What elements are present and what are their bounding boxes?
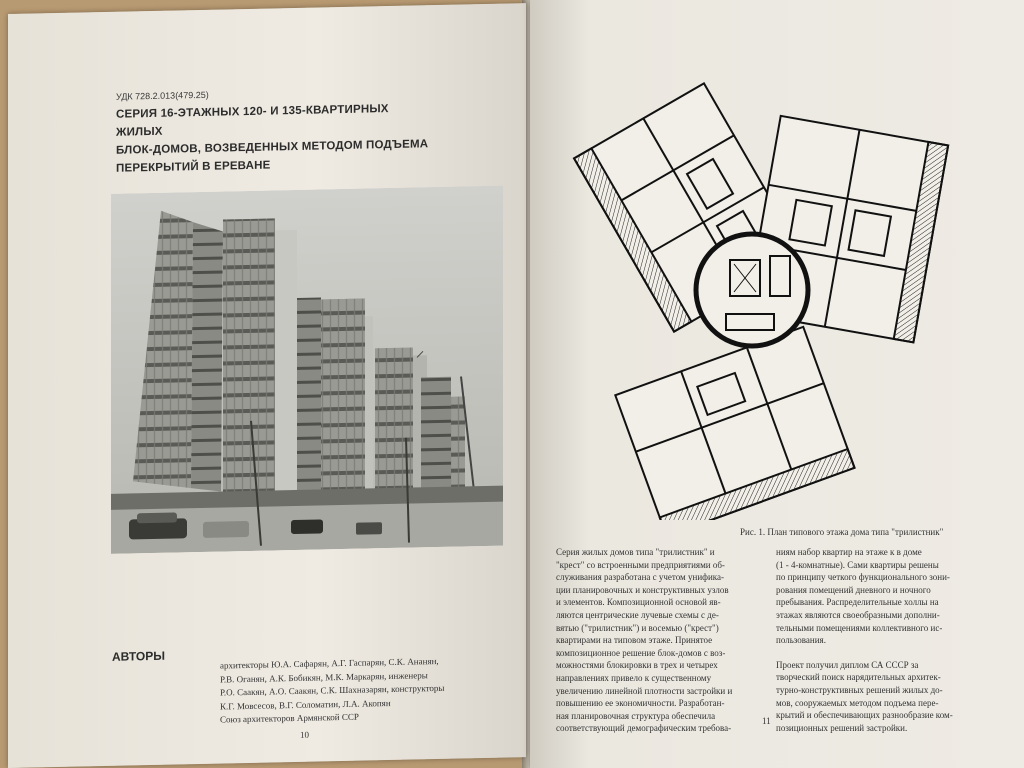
text-column-1 <box>556 546 756 735</box>
authors-list <box>220 653 520 727</box>
text-line: по принципу четкого функционального зони- <box>776 572 950 583</box>
text-line: пребывания. Распределительные холлы на <box>776 597 939 608</box>
text-line: можностями блокировки в трех и четырех <box>556 660 718 671</box>
text-line: Серия жилых домов типа "трилистник" и <box>556 547 715 557</box>
title-line: БЛОК-ДОМОВ, ВОЗВЕДЕННЫХ МЕТОДОМ ПОДЪЕМА <box>116 138 429 157</box>
text-line: композиционное решение блок-домов с воз- <box>556 647 726 658</box>
text-line: повышению ее экономичности. Разработан- <box>556 698 725 709</box>
udk-code: УДК 728.2.013(479.25) <box>116 89 209 102</box>
text-line: рования помещений дневного и ночного <box>776 584 931 595</box>
text-line: "крест" со встроенными предприятиями об- <box>556 559 725 570</box>
text-line: ляются центрические лучевые схемы с де- <box>556 609 719 620</box>
text-line: турно-конструктивных решений жилых до- <box>776 684 943 695</box>
authors-heading: АВТОРЫ <box>112 648 165 664</box>
text-line: служивания разработана с учетом унифика- <box>556 572 725 583</box>
authors-line: Союз архитекторов Армянской ССР <box>220 711 359 725</box>
title-line: СЕРИЯ 16-ЭТАЖНЫХ 120- И 135-КВАРТИРНЫХ ЖИЛЫХ <box>116 103 389 139</box>
authors-line: Р.О. Саакян, А.О. Саакян, С.К. Шахназарян, конструкторы <box>220 682 445 698</box>
text-line: пользования. <box>776 635 826 646</box>
text-line: мов, сооружаемых методом подъема пере- <box>776 697 939 708</box>
page-number-right: 11 <box>762 716 771 726</box>
floor-plan-drawing <box>552 70 952 520</box>
text-line: квартирами на типовом этаже. Принятое <box>556 635 713 646</box>
title-line: ПЕРЕКРЫТИЙ В ЕРЕВАНЕ <box>116 159 271 175</box>
article-title <box>116 99 436 178</box>
text-column-2 <box>776 546 976 734</box>
authors-line: Р.В. Оганян, А.К. Бобикян, М.К. Маркарян, инженеры <box>220 669 428 685</box>
text-line: и элементов. Композиционной основой яв- <box>556 597 721 608</box>
text-line: Проект получил диплом СА СССР за <box>776 659 919 670</box>
paragraph-gap <box>776 647 976 659</box>
text-line: ная планировочная структура обеспечила <box>556 710 716 721</box>
text-line: направлениях привело к существенному <box>556 672 712 683</box>
text-line: ниям набор квартир на этаже к в доме <box>776 547 922 557</box>
text-line: увеличению линейной плотности застройки и <box>556 685 733 696</box>
text-line: крытий и обеспечивающих разнообразие ком- <box>776 710 953 721</box>
text-line: вятью ("трилистник") и восемью ("крест") <box>556 622 719 633</box>
figure-caption: Рис. 1. План типового этажа дома типа "трилистник" <box>740 527 944 537</box>
authors-line: К.Г. Мовсесов, В.Г. Соломатин, Л.А. Акопян <box>220 697 391 712</box>
left-page <box>8 3 526 768</box>
text-line: позиционных решений застройки. <box>776 722 908 733</box>
text-line: этажах являются своеобразными дополни- <box>776 609 940 620</box>
text-line: соответствующий демографическим требова- <box>556 723 732 734</box>
text-line: (1 - 4-комнатные). Сами квартиры решены <box>776 559 939 570</box>
text-line: творческий поиск нарядительных архитек- <box>776 672 941 683</box>
authors-line: архитекторы Ю.А. Сафарян, А.Г. Гаспарян, С.К. Ананян, <box>220 655 439 671</box>
text-line: ции планировочных и конструктивных узлов <box>556 584 729 595</box>
text-line: тельными помещениями коллективного ис- <box>776 622 943 633</box>
building-photo <box>111 186 503 554</box>
page-number-left: 10 <box>300 729 309 740</box>
